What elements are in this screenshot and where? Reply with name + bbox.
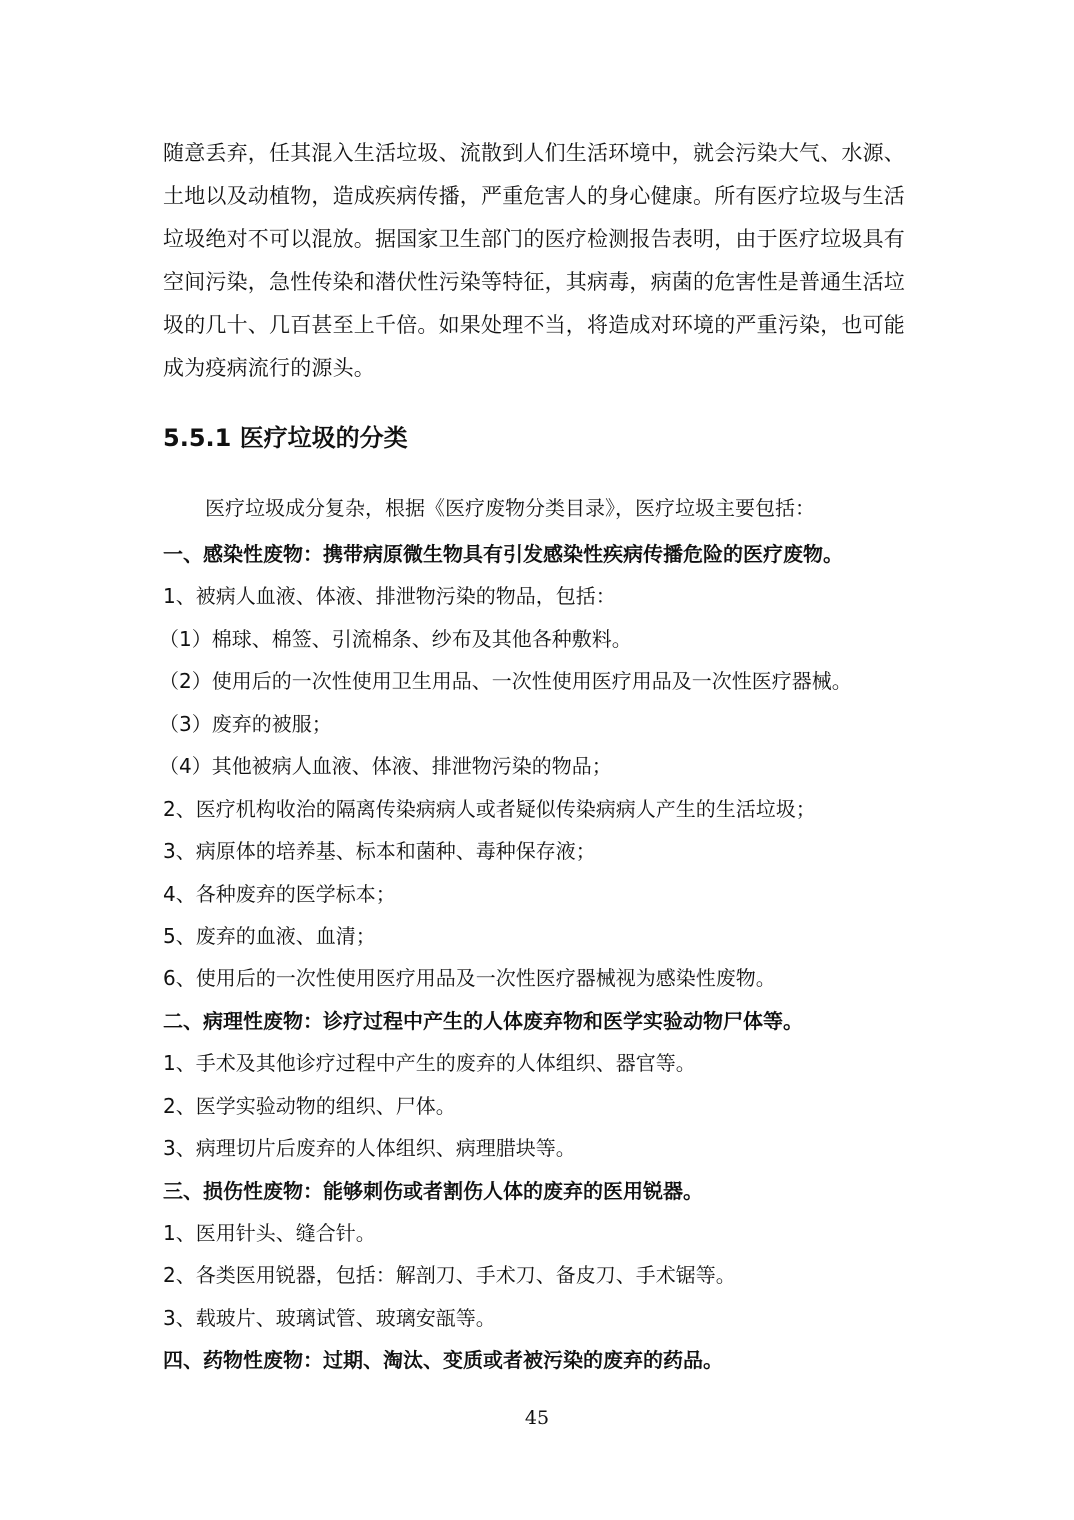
lead-paragraph: 医疗垃圾成分复杂，根据《医疗废物分类目录》，医疗垃圾主要包括： xyxy=(205,496,815,520)
intro-line: 成为疫病流行的源头。 xyxy=(163,356,375,380)
list-item: 2、医疗机构收治的隔离传染病病人或者疑似传染病病人产生的生活垃圾； xyxy=(163,796,816,821)
category-heading-pathological: 二、病理性废物：诊疗过程中产生的人体废弃物和医学实验动物尸体等。 xyxy=(163,1008,803,1033)
category-heading-pharmaceutical: 四、药物性废物：过期、淘汰、变质或者被污染的废弃的药品。 xyxy=(163,1348,723,1373)
page-number: 45 xyxy=(524,1407,550,1429)
list-item: 3、病理切片后废弃的人体组织、病理腊块等。 xyxy=(163,1136,576,1161)
list-item: 4、各种废弃的医学标本； xyxy=(163,881,396,906)
intro-line: 垃圾绝对不可以混放。据国家卫生部门的医疗检测报告表明，由于医疗垃圾具有 xyxy=(163,227,905,251)
category-heading-infectious: 一、感染性废物：携带病原微生物具有引发感染性疾病传播危险的医疗废物。 xyxy=(163,542,843,566)
intro-line: 圾的几十、几百甚至上千倍。如果处理不当，将造成对环境的严重污染，也可能 xyxy=(163,313,905,337)
list-item: 3、载玻片、玻璃试管、玻璃安瓿等。 xyxy=(163,1305,496,1330)
intro-line: 空间污染，急性传染和潜伏性污染等特征，其病毒，病菌的危害性是普通生活垃 xyxy=(163,270,905,294)
list-item: 1、医用针头、缝合针。 xyxy=(163,1221,376,1245)
intro-line: 随意丢弃，任其混入生活垃圾、流散到人们生活环境中，就会污染大气、水源、 xyxy=(163,141,905,165)
intro-line: 土地以及动植物，造成疾病传播，严重危害人的身心健康。所有医疗垃圾与生活 xyxy=(163,184,905,208)
list-subitem: （4）其他被病人血液、体液、排泄物污染的物品； xyxy=(159,754,612,779)
category-heading-sharps: 三、损伤性废物：能够刺伤或者割伤人体的废弃的医用锐器。 xyxy=(163,1178,703,1203)
classification-list xyxy=(159,533,943,1382)
section-heading: 5.5.1 医疗垃圾的分类 xyxy=(163,424,408,452)
list-item: 2、各类医用锐器，包括：解剖刀、手术刀、备皮刀、手术锯等。 xyxy=(163,1263,736,1288)
list-item: 6、使用后的一次性使用医疗用品及一次性医疗器械视为感染性废物。 xyxy=(163,966,776,991)
list-subitem: （3）废弃的被服； xyxy=(159,711,332,736)
list-item: 3、病原体的培养基、标本和菌种、毒种保存液； xyxy=(163,839,596,864)
list-subitem: （2）使用后的一次性使用卫生用品、一次性使用医疗用品及一次性医疗器械。 xyxy=(159,669,852,694)
list-item: 1、手术及其他诊疗过程中产生的废弃的人体组织、器官等。 xyxy=(163,1051,696,1076)
list-subitem: （1）棉球、棉签、引流棉条、纱布及其他各种敷料。 xyxy=(159,626,632,651)
list-item: 2、医学实验动物的组织、尸体。 xyxy=(163,1093,456,1118)
list-item: 1、被病人血液、体液、排泄物污染的物品，包括： xyxy=(163,584,616,609)
list-item: 5、废弃的血液、血清； xyxy=(163,923,376,948)
intro-paragraph xyxy=(163,132,923,390)
